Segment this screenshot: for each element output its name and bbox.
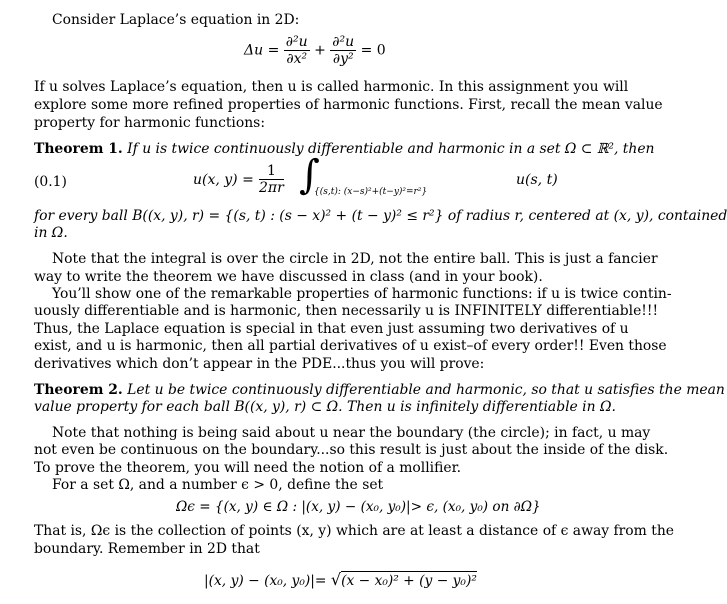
laplace-plus: +	[314, 42, 326, 59]
laplace-term-y-den: ∂y²	[332, 51, 354, 67]
theorem2-text-1: Let u be twice continuously differentiable and harmonic, so that u satisfies the mean	[127, 382, 725, 398]
para2-line-6: exist, and u is harmonic, then all partial derivatives of u exist–of every order!! Even those	[34, 338, 667, 354]
para2-line-4: uously differentiable and is harmonic, then necessarily u is INFINITELY differentiable!!!	[34, 303, 659, 319]
laplace-term-x-num: ∂²u	[285, 34, 308, 50]
mean-value-frac-den: 2πr	[259, 180, 284, 196]
mean-value-equation	[193, 152, 593, 203]
distance-equation	[204, 570, 477, 589]
distance-lhs: |(x, y) − (x₀, y₀)|=	[204, 573, 327, 589]
theorem1-eq-number: (0.1)	[34, 174, 67, 190]
para2-line-1: Note that the integral is over the circle in 2D, not the entire ball. This is just a fancier	[52, 251, 658, 267]
theorem1-label: Theorem 1.	[34, 141, 123, 157]
para3-line-2: not even be continuous on the boundary...so this result is just about the inside of the disk.	[34, 442, 669, 458]
intro-line: Consider Laplace’s equation in 2D:	[52, 12, 300, 28]
theorem2-line-1	[34, 381, 725, 399]
theorem1-statement: If u is twice continuously differentiable and harmonic in a set Ω ⊂ ℝ², then	[127, 141, 655, 157]
para2-line-3: You’ll show one of the remarkable properties of harmonic functions: if u is twice contin-	[52, 286, 672, 302]
integral-domain: {(s,t): (x−s)²+(t−y)²=r²}	[314, 187, 428, 197]
para3-line-1: Note that nothing is being said about u near the boundary (the circle); in fact, u may	[52, 425, 651, 441]
para3-line-3: To prove the theorem, you will need the notion of a mollifier.	[34, 460, 462, 476]
theorem2-line-2: value property for each ball B((x, y), r) ⊂ Ω. Then u is infinitely differentiable in Ω.	[34, 399, 616, 415]
laplace-term-y	[330, 34, 356, 67]
mean-value-lhs: u(x, y) =	[193, 172, 254, 188]
mean-value-frac-num: 1	[259, 163, 284, 180]
theorem2-label: Theorem 2.	[34, 382, 123, 398]
sqrt-sign: √	[330, 570, 342, 589]
laplace-term-x-den: ∂x²	[286, 51, 308, 67]
para2-line-5: Thus, the Laplace equation is special in that even just assuming two derivatives of u	[34, 321, 629, 337]
mean-value-fraction	[259, 163, 284, 196]
para2-line-2: way to write the theorem we have discussed in class (and in your book).	[34, 269, 543, 285]
theorem1-after-line-2: in Ω.	[34, 225, 68, 241]
laplace-lhs: Δu =	[244, 42, 280, 59]
para2-line-7: derivatives which don’t appear in the PDE...thus you will prove:	[34, 356, 485, 372]
laplace-rhs: = 0	[360, 42, 386, 59]
para1-line-3: property for harmonic functions:	[34, 115, 265, 131]
integral-sign: ∫	[299, 152, 320, 198]
para3-line-4: For a set Ω, and a number ϵ > 0, define the set	[52, 477, 384, 493]
theorem1-header	[34, 140, 655, 158]
integrand: u(s, t)	[516, 172, 558, 188]
theorem1-after-line-1: for every ball B((x, y), r) = {(s, t) : (s − x)² + (t − y)² ≤ r²} of radius r, centered at (x, y), contained	[34, 208, 727, 224]
laplace-equation	[244, 34, 386, 67]
para1-line-2: explore some more refined properties of harmonic functions. First, recall the mean value	[34, 97, 663, 113]
distance-radicand: (x − x₀)² + (y − y₀)²	[341, 573, 477, 589]
omega-epsilon-equation: Ωϵ = {(x, y) ∈ Ω : |(x, y) − (x₀, y₀)|> ϵ, (x₀, y₀) on ∂Ω}	[176, 499, 541, 515]
para1-line-1: If u solves Laplace’s equation, then u is called harmonic. In this assignment you will	[34, 79, 629, 95]
para4-line-1: That is, Ωϵ is the collection of points (x, y) which are at least a distance of ϵ away from the	[34, 523, 675, 539]
laplace-term-x	[284, 34, 310, 67]
laplace-term-y-num: ∂²u	[332, 34, 355, 50]
para4-line-2: boundary. Remember in 2D that	[34, 541, 260, 557]
